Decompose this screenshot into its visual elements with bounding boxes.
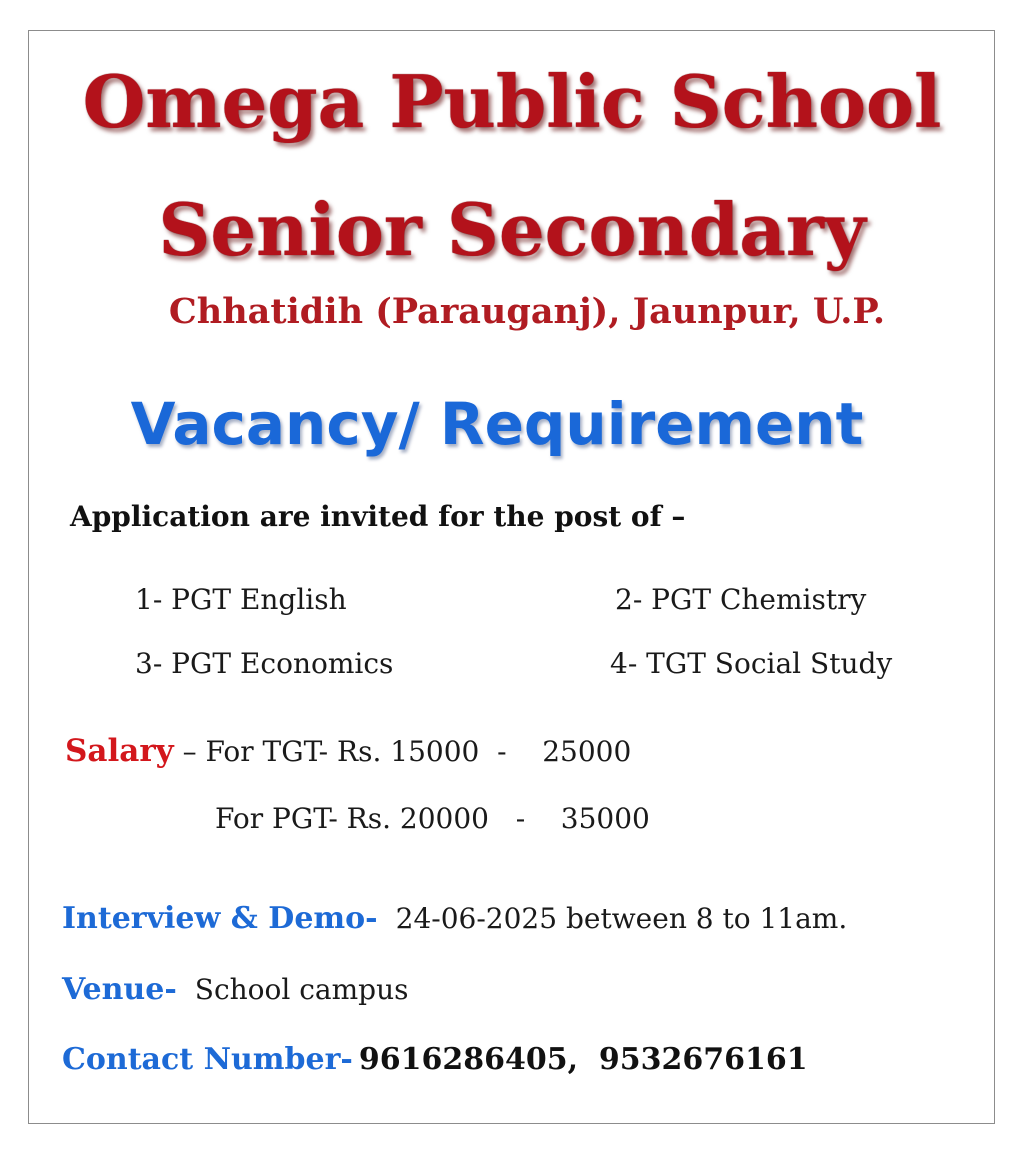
salary-tgt: For TGT- Rs. 15000 - 25000 xyxy=(205,735,632,768)
salary-pgt: For PGT- Rs. 20000 - 35000 xyxy=(215,802,650,835)
vacancy-heading: Vacancy/ Requirement xyxy=(130,390,864,458)
intro-text: Application are invited for the post of – xyxy=(70,500,686,533)
salary-label: Salary xyxy=(65,733,174,769)
post-item-1: 1- PGT English xyxy=(135,583,347,616)
salary-row-pgt xyxy=(215,798,650,840)
school-address: Chhatidih (Parauganj), Jaunpur, U.P. xyxy=(168,291,886,332)
venue-label: Venue- xyxy=(62,972,177,1007)
post-item-2: 2- PGT Chemistry xyxy=(615,583,867,616)
salary-row-tgt xyxy=(65,730,631,773)
interview-value: 24-06-2025 between 8 to 11am. xyxy=(395,902,848,935)
post-item-4: 4- TGT Social Study xyxy=(610,647,893,680)
school-level: Senior Secondary xyxy=(158,187,866,272)
venue-value: School campus xyxy=(194,973,409,1006)
interview-label: Interview & Demo- xyxy=(62,901,378,936)
contact-row xyxy=(62,1038,808,1082)
contact-value: 9616286405, 9532676161 xyxy=(358,1042,808,1077)
venue-row xyxy=(62,968,409,1012)
interview-row xyxy=(62,897,847,941)
contact-label: Contact Number- xyxy=(62,1042,353,1077)
school-name: Omega Public School xyxy=(82,59,942,144)
post-item-3: 3- PGT Economics xyxy=(135,647,394,680)
salary-separator: – xyxy=(173,735,206,768)
